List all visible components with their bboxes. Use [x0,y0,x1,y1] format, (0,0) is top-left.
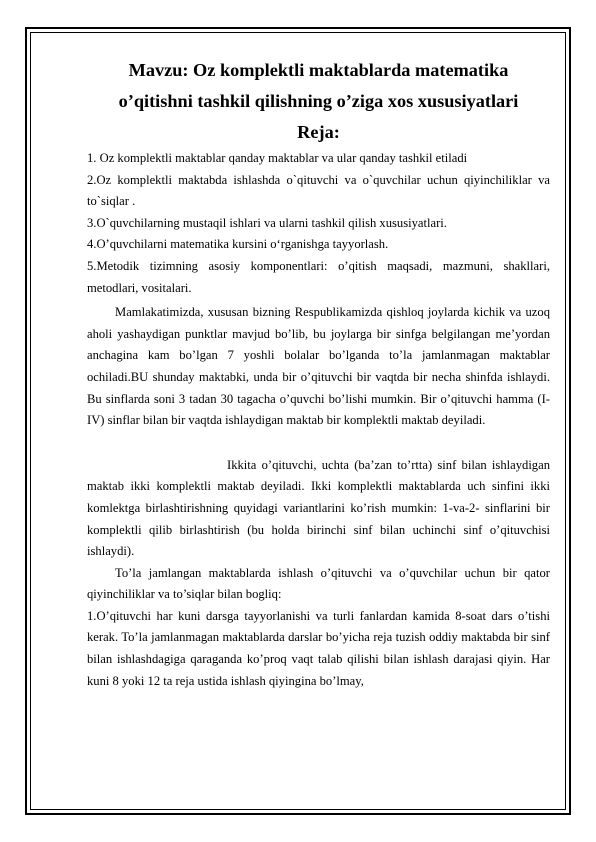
paragraph-spacer [87,432,550,455]
title-line-1: Mavzu: Oz komplektli maktablarda matematika [128,60,509,80]
plan-item-4: 4.O’quvchilarni matematika kursini o‘rganishga tayyorlash. [87,237,389,252]
plan-item-2: 2.Oz komplektli maktabda ishlashda o`qituvchi va o`quvchilar uchun qiyinchiliklar va to`siqlar . [87,172,550,209]
title-line-2: o’qitishni tashkil qilishning o’ziga xos xususiyatlari [118,91,519,111]
plan-item-3: 3.O`quvchilarning mustaqil ishlari va ularni tashkil qilish xususiyatlari. [87,215,447,230]
paragraph-intro: Mamlakatimizda, xususan bizning Respublikamizda qishloq joylarda kichik va uzoq aholi yashaydigan punktlar mavjud bo’lib, bu joylarga bir sinfga belgilangan me’yordan anchagina kam bo’lgan 7 yoshli bolalar bo’lganda to’la jamlanmagan maktablar ochiladi.BU shunday maktabki, unda bir o’qituvchi bir vaqtda bir necha shinfda ishlaydi. Bu sinflarda soni 3 tadan 30 tagacha o’quvchi bo’lishi mumkin. Bir o’qituvchi hamma (I-IV) sinflar bilan bir vaqtda ishlaydigan maktab bir komplektli maktab deyiladi. [87,305,550,428]
plan-item-1: 1. Oz komplektli maktablar qanday maktablar va ular qanday tashkil etiladi [87,151,468,165]
plan-item-5: 5.Metodik tizimning asosiy komponentlari: o’qitish maqsadi, mazmuni, shakllari, metodlari, vositalari. [87,258,550,295]
paragraph-two-complect: Ikkita o’qituvchi, uchta (ba’zan to’rtta) sinf bilan ishlaydigan maktab ikki komplektli maktab deyiladi. Ikki komplektli maktablarda uch sinfini ikki komlektga birlashtirishning quyidagi variantlarini ko’rish mumkin: 1-va-2- sinflarini bir komplektli qilib birlashtirish (bu holda birinchi sinf bilan uchinchi sinf o’qituvchisi ishlaydi). [87,457,550,559]
plan-heading: Reja: [297,122,340,142]
paragraph-difficulties: To’la jamlangan maktablarda ishlash o’qituvchi va o’quvchilar uchun bir qator qiyinchiliklar va to’siqlar bilan bogliq: [87,565,550,602]
document-body [87,50,550,692]
paragraph-point-1: 1.O’qituvchi har kuni darsga tayyorlanishi va turli fanlardan kamida 8-soat dars o’tishi kerak. To’la jamlanmagan maktablarda darslar bo’yicha reja tuzish oddiy maktabda bir sinf bilan ishlashdagiga qaraganda ko’proq vaqt talab qilishi bilan ishlash darajasi qiyin. Har kuni 8 yoki 12 ta reja ustida ishlash qiyingina bo’lmay, [87,608,550,688]
